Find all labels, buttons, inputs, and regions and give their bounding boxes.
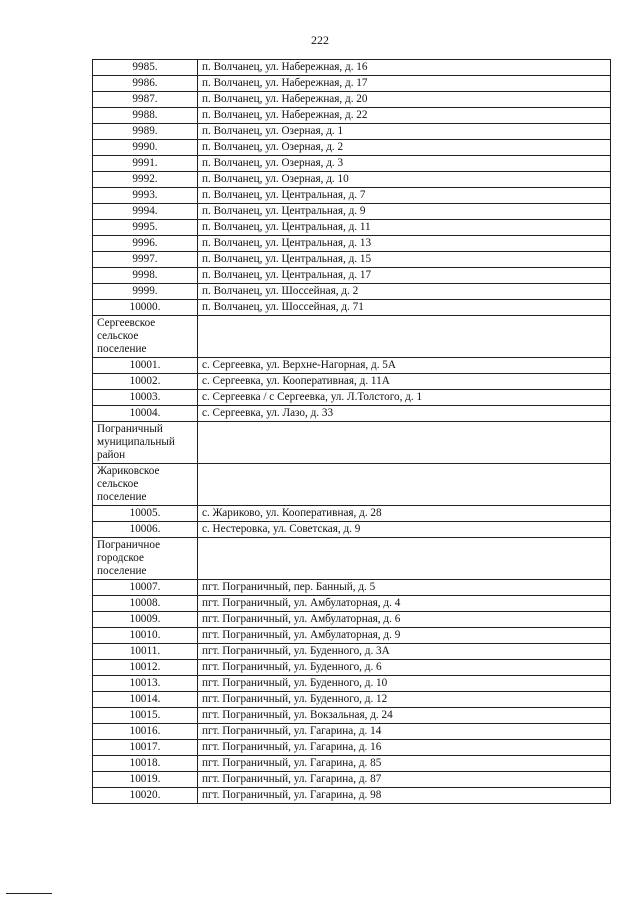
table-row (93, 692, 611, 708)
address-cell: п. Волчанец, ул. Центральная, д. 9 (198, 204, 611, 220)
row-number: 10006. (93, 522, 198, 538)
section-heading-line: Пограничный (97, 423, 163, 435)
empty-cell (198, 464, 611, 506)
address-cell: п. Волчанец, ул. Озерная, д. 10 (198, 172, 611, 188)
section-heading-line: городское (97, 552, 144, 564)
table-row (93, 300, 611, 316)
table-row (93, 156, 611, 172)
address-cell: пгт. Пограничный, ул. Гагарина, д. 16 (198, 740, 611, 756)
table-row (93, 772, 611, 788)
table-row (93, 676, 611, 692)
table-row (93, 596, 611, 612)
empty-cell (198, 538, 611, 580)
section-heading-line: поселение (97, 565, 147, 577)
table-row (93, 358, 611, 374)
row-number: 9992. (93, 172, 198, 188)
address-cell: пгт. Пограничный, ул. Гагарина, д. 85 (198, 756, 611, 772)
row-number: 10012. (93, 660, 198, 676)
row-number: 9996. (93, 236, 198, 252)
section-heading-line: Жариковское (97, 465, 160, 477)
address-cell: пгт. Пограничный, ул. Амбулаторная, д. 4 (198, 596, 611, 612)
row-number: 10003. (93, 390, 198, 406)
row-number: 9997. (93, 252, 198, 268)
table-row (93, 406, 611, 422)
address-cell: пгт. Пограничный, ул. Буденного, д. 6 (198, 660, 611, 676)
row-number: 9998. (93, 268, 198, 284)
row-number: 10014. (93, 692, 198, 708)
table-row (93, 220, 611, 236)
address-cell: пгт. Пограничный, ул. Буденного, д. 3А (198, 644, 611, 660)
row-number: 10005. (93, 506, 198, 522)
address-cell: пгт. Пограничный, ул. Амбулаторная, д. 9 (198, 628, 611, 644)
section-heading (93, 316, 198, 358)
table-row (93, 374, 611, 390)
table-row (93, 390, 611, 406)
address-cell: с. Нестеровка, ул. Советская, д. 9 (198, 522, 611, 538)
address-cell: пгт. Пограничный, ул. Буденного, д. 12 (198, 692, 611, 708)
address-cell: п. Волчанец, ул. Центральная, д. 13 (198, 236, 611, 252)
section-heading-line: Пограничное (97, 539, 161, 551)
footnote-divider (6, 893, 52, 894)
row-number: 10001. (93, 358, 198, 374)
row-number: 9994. (93, 204, 198, 220)
table-row (93, 506, 611, 522)
address-cell: п. Волчанец, ул. Набережная, д. 20 (198, 92, 611, 108)
row-number: 10020. (93, 788, 198, 804)
address-cell: с. Жариково, ул. Кооперативная, д. 28 (198, 506, 611, 522)
address-cell: пгт. Пограничный, ул. Гагарина, д. 87 (198, 772, 611, 788)
table-row (93, 268, 611, 284)
section-row (93, 464, 611, 506)
row-number: 10007. (93, 580, 198, 596)
section-heading-line: сельское (97, 330, 139, 342)
row-number: 10011. (93, 644, 198, 660)
row-number: 10013. (93, 676, 198, 692)
section-heading-line: сельское (97, 478, 139, 490)
table-row (93, 60, 611, 76)
address-cell: пгт. Пограничный, ул. Амбулаторная, д. 6 (198, 612, 611, 628)
address-cell: пгт. Пограничный, ул. Гагарина, д. 98 (198, 788, 611, 804)
row-number: 9985. (93, 60, 198, 76)
row-number: 9986. (93, 76, 198, 92)
section-heading-line: Сергеевское (97, 317, 156, 329)
row-number: 10016. (93, 724, 198, 740)
table-row (93, 252, 611, 268)
table-row (93, 172, 611, 188)
table-row (93, 644, 611, 660)
address-cell: п. Волчанец, ул. Озерная, д. 2 (198, 140, 611, 156)
table-row (93, 76, 611, 92)
table-row (93, 188, 611, 204)
table-row (93, 522, 611, 538)
address-cell: п. Волчанец, ул. Центральная, д. 11 (198, 220, 611, 236)
address-cell: п. Волчанец, ул. Шоссейная, д. 71 (198, 300, 611, 316)
section-row (93, 538, 611, 580)
section-heading (93, 538, 198, 580)
row-number: 9993. (93, 188, 198, 204)
address-cell: п. Волчанец, ул. Центральная, д. 15 (198, 252, 611, 268)
address-cell: пгт. Пограничный, ул. Гагарина, д. 14 (198, 724, 611, 740)
address-cell: с. Сергеевка, ул. Верхне-Нагорная, д. 5А (198, 358, 611, 374)
empty-cell (198, 316, 611, 358)
address-cell: с. Сергеевка, ул. Лазо, д. 33 (198, 406, 611, 422)
row-number: 9988. (93, 108, 198, 124)
row-number: 10018. (93, 756, 198, 772)
row-number: 10002. (93, 374, 198, 390)
address-cell: пгт. Пограничный, ул. Вокзальная, д. 24 (198, 708, 611, 724)
row-number: 9991. (93, 156, 198, 172)
empty-cell (198, 422, 611, 464)
table-row (93, 92, 611, 108)
table-row (93, 284, 611, 300)
row-number: 10010. (93, 628, 198, 644)
address-cell: п. Волчанец, ул. Озерная, д. 3 (198, 156, 611, 172)
address-cell: с. Сергеевка, ул. Кооперативная, д. 11А (198, 374, 611, 390)
address-cell: п. Волчанец, ул. Набережная, д. 17 (198, 76, 611, 92)
address-cell: пгт. Пограничный, ул. Буденного, д. 10 (198, 676, 611, 692)
section-heading (93, 422, 198, 464)
row-number: 10008. (93, 596, 198, 612)
table-row (93, 708, 611, 724)
address-cell: с. Сергеевка / с Сергеевка, ул. Л.Толстого, д. 1 (198, 390, 611, 406)
table-row (93, 788, 611, 804)
address-cell: п. Волчанец, ул. Озерная, д. 1 (198, 124, 611, 140)
address-cell: п. Волчанец, ул. Центральная, д. 7 (198, 188, 611, 204)
section-heading-line: район (97, 449, 126, 461)
address-table (92, 59, 611, 804)
table-row (93, 580, 611, 596)
row-number: 9987. (93, 92, 198, 108)
section-row (93, 422, 611, 464)
row-number: 10004. (93, 406, 198, 422)
row-number: 9989. (93, 124, 198, 140)
address-cell: п. Волчанец, ул. Центральная, д. 17 (198, 268, 611, 284)
table-row (93, 140, 611, 156)
row-number: 10009. (93, 612, 198, 628)
address-table-body (93, 60, 611, 804)
row-number: 10015. (93, 708, 198, 724)
table-row (93, 740, 611, 756)
table-row (93, 724, 611, 740)
table-row (93, 124, 611, 140)
section-heading (93, 464, 198, 506)
table-row (93, 756, 611, 772)
table-row (93, 628, 611, 644)
section-heading-line: поселение (97, 343, 147, 355)
page-number: 222 (311, 33, 329, 47)
row-number: 10000. (93, 300, 198, 316)
table-row (93, 108, 611, 124)
address-cell: п. Волчанец, ул. Шоссейная, д. 2 (198, 284, 611, 300)
section-heading-line: муниципальный (97, 436, 175, 448)
row-number: 9999. (93, 284, 198, 300)
address-cell: пгт. Пограничный, пер. Банный, д. 5 (198, 580, 611, 596)
row-number: 10019. (93, 772, 198, 788)
address-cell: п. Волчанец, ул. Набережная, д. 16 (198, 60, 611, 76)
table-row (93, 204, 611, 220)
table-row (93, 612, 611, 628)
row-number: 10017. (93, 740, 198, 756)
table-row (93, 236, 611, 252)
row-number: 9990. (93, 140, 198, 156)
row-number: 9995. (93, 220, 198, 236)
table-row (93, 660, 611, 676)
address-cell: п. Волчанец, ул. Набережная, д. 22 (198, 108, 611, 124)
section-row (93, 316, 611, 358)
section-heading-line: поселение (97, 491, 147, 503)
